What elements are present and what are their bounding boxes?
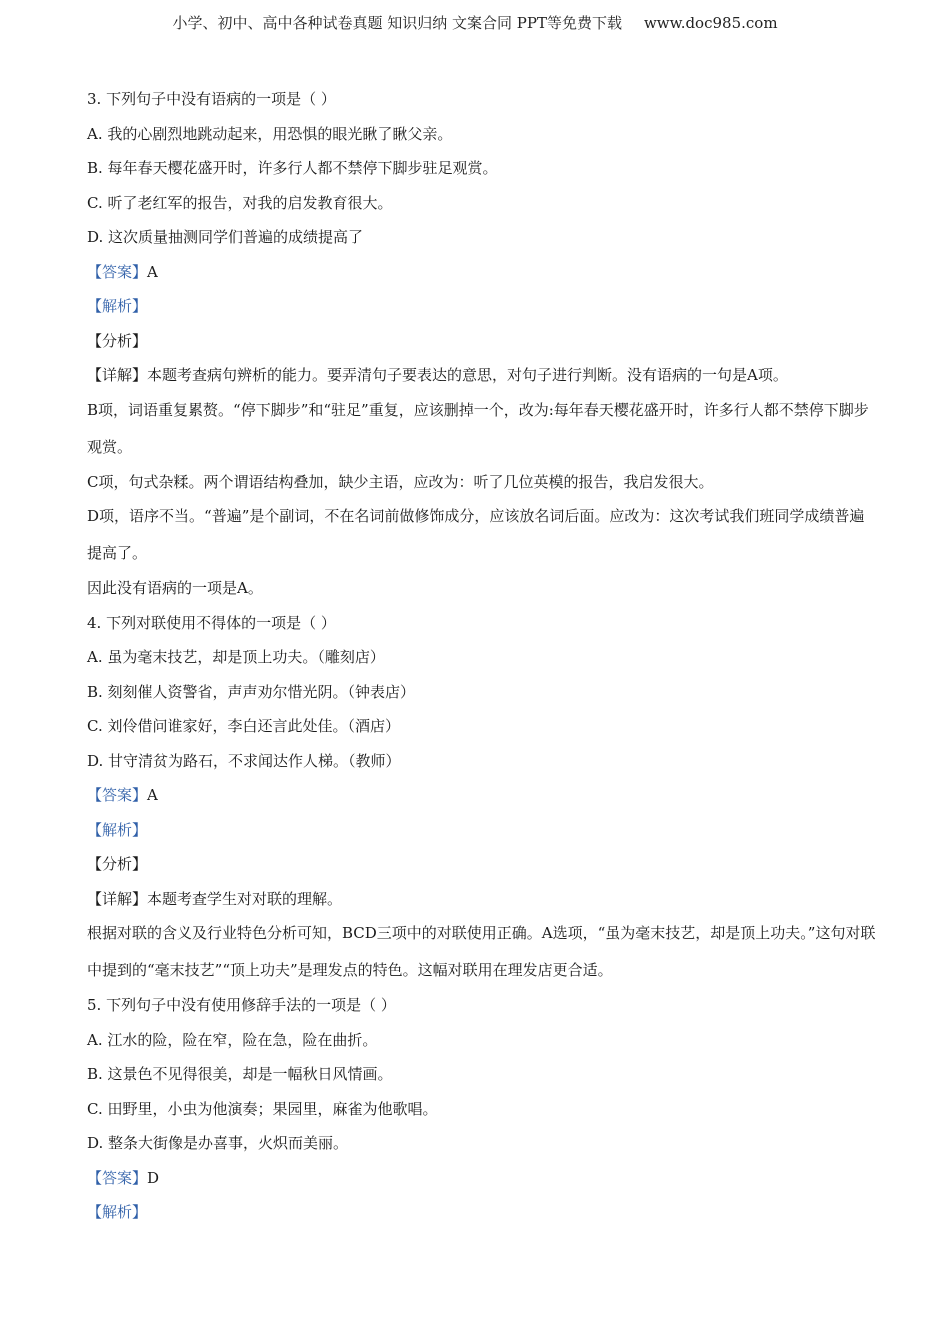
q4-answer-value: A — [147, 786, 158, 804]
q3-option-b: B. 每年春天樱花盛开时，许多行人都不禁停下脚步驻足观赏。 — [87, 159, 498, 177]
q4-stem: 4. 下列对联使用不得体的一项是（ ） — [87, 613, 336, 632]
q3-option-a: A. 我的心剧烈地跳动起来，用恐惧的眼光瞅了瞅父亲。 — [87, 124, 453, 143]
q5-answer — [87, 1167, 877, 1189]
document-body — [87, 88, 877, 1236]
q4-detail-1: 【详解】本题考查学生对对联的理解。 — [87, 889, 343, 908]
q5-option-a: A. 江水的险，险在窄，险在急，险在曲折。 — [87, 1030, 378, 1049]
q4-jiexi: 【解析】 — [87, 820, 148, 839]
q3-fenxi: 【分析】 — [87, 331, 148, 350]
q3-answer-tag: 【答案】 — [87, 262, 148, 281]
q4-option-c: C. 刘伶借问谁家好，李白还言此处佳。（酒店） — [87, 717, 400, 735]
q3-answer-value: A — [147, 262, 158, 281]
q5-option-d: D. 整条大街像是办喜事，火炽而美丽。 — [87, 1134, 349, 1152]
q4-option-a: A. 虽为毫末技艺，却是顶上功夫。（雕刻店） — [87, 648, 385, 666]
q3-option-d: D. 这次质量抽测同学们普遍的成绩提高了 — [87, 228, 364, 246]
q3-detail-2: B项，词语重复累赘。“停下脚步”和“驻足”重复，应该删掉一个，改为:每年春天樱花盛开时，许多行人都不禁停下脚步观赏。 — [87, 400, 869, 456]
q4-fenxi: 【分析】 — [87, 855, 148, 873]
q5-option-b: B. 这景色不见得很美，却是一幅秋日风情画。 — [87, 1065, 393, 1083]
q3-option-c: C. 听了老红军的报告，对我的启发教育很大。 — [87, 193, 393, 212]
q3-detail-3: C项，句式杂糅。两个谓语结构叠加，缺少主语，应改为：听了几位英模的报告，我启发很大。 — [87, 472, 714, 491]
q5-option-c: C. 田野里，小虫为他演奏；果园里，麻雀为他歌唱。 — [87, 1099, 438, 1118]
q4-detail-2: 根据对联的含义及行业特色分析可知，BCD三项中的对联使用正确。A选项，“虽为毫末技艺，却是顶上功夫。”这句对联中提到的“毫末技艺”“顶上功夫”是理发点的特色。这幅对联用在理发店更合适。 — [87, 924, 876, 979]
q4-option-b: B. 刻刻催人资警省，声声劝尔惜光阴。（钟表店） — [87, 682, 416, 701]
q4-answer-tag: 【答案】 — [87, 786, 148, 804]
q3-stem: 3. 下列句子中没有语病的一项是（ ） — [87, 90, 336, 108]
q5-stem: 5. 下列句子中没有使用修辞手法的一项是（ ） — [87, 996, 396, 1014]
q3-answer — [87, 261, 877, 283]
q5-answer-tag: 【答案】 — [87, 1168, 148, 1187]
header-title: 小学、初中、高中各种试卷真题 知识归纳 文案合同 PPT等免费下载 — [172, 14, 622, 32]
q5-jiexi: 【解析】 — [87, 1203, 148, 1221]
q3-detail-4: D项，语序不当。“普遍”是个副词，不在名词前做修饰成分，应该放名词后面。应改为：这次考试我们班同学成绩普遍提高了。 — [87, 507, 865, 562]
q3-detail-5: 因此没有语病的一项是A。 — [87, 579, 263, 597]
q3-detail-1: 【详解】本题考查病句辨析的能力。要弄清句子要表达的意思，对句子进行判断。没有语病的一句是A项。 — [87, 366, 788, 384]
q3-jiexi: 【解析】 — [87, 297, 148, 315]
header-url[interactable]: www.doc985.com — [643, 14, 778, 32]
page-header — [0, 12, 950, 33]
q5-answer-value: D — [147, 1168, 160, 1187]
q4-option-d: D. 甘守清贫为路石，不求闻达作人梯。（教师） — [87, 751, 401, 770]
q4-answer — [87, 784, 877, 806]
